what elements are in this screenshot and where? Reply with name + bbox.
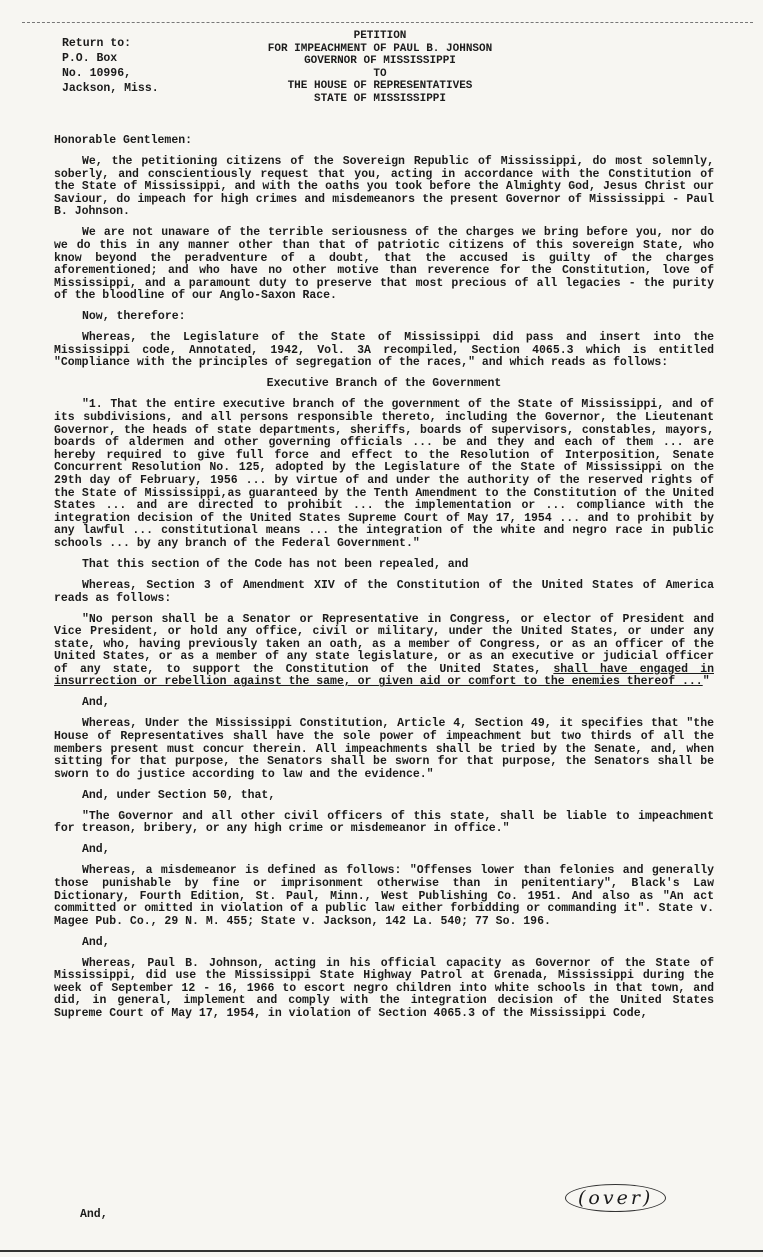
heading-line: TO	[373, 67, 387, 80]
paragraph: And,	[82, 696, 110, 710]
handwritten-note: (over)	[565, 1184, 666, 1212]
quoted-paragraph	[54, 614, 714, 690]
paragraph: We, the petitioning citizens of the Sovereign Republic of Mississippi, do most solemnly, soberly, and conscientiously request that you, acting in accordance with the Constitution of the State of Mississippi, and with the oaths you took before the Almighty God, Jesus Christ our Saviour, do impeach for high crimes and misdemeanors the present Governor of Mississippi - Paul B. Johnson.	[54, 154, 714, 219]
return-line: Jackson, Miss.	[62, 82, 159, 95]
return-line: No. 10996,	[62, 67, 132, 80]
paragraph: Now, therefore:	[82, 310, 186, 324]
underlined-quote: shall have engaged in insurrection or rebellion against the same, or given aid or comfort to the enemies thereof ...	[54, 662, 714, 689]
heading-line: FOR IMPEACHMENT OF PAUL B. JOHNSON	[267, 42, 493, 55]
paragraph: Whereas, a misdemeanor is defined as follows: "Offenses lower than felonies and generally those punishable by fine or imprisonment otherwise than in penitentiary", Black's Law Dictionary, Fourth Edition, St. Paul, Minn., West Publishing Co. 1951. And also as "An act committed or omitted in violation of a public law either forbidding or commanding it". State v. Magee Pub. Co., 29 N. M. 455; State v. Jackson, 142 La. 540; 77 So. 196.	[54, 864, 714, 928]
return-line: P.O. Box	[62, 52, 118, 65]
paragraph: And,	[82, 935, 110, 949]
quote-text: "No person shall be a Senator or Representative in Congress, or elector of President and Vice President, or hold any office, civil or military, under the United States, or under any state, who, having previously taken an oath, as a member of Congress, or as an officer of the United States, or as a member of any state legislature, or as an executive or judicial officer of any state, to support the Constitution of the United States,	[54, 612, 714, 676]
return-address	[62, 36, 159, 96]
paragraph: "1. That the entire executive branch of the government of the State of Mississippi, and of its subdivisions, and all persons responsible thereto, including the Governor, the Lieutenant Governor, the heads of state departments, sheriffs, boards of supervisors, constables, mayors, boards of aldermen and other governing officials ... be and they and each of them ... are hereby required to give full force and effect to the Resolution of Interposition, Senate Concurrent Resolution No. 125, adopted by the Legislature of the State of Mississippi on the 29th day of February, 1956 ... by virtue of and under the authority of the reserved rights of the State of Mississippi,as guaranteed by the Tenth Amendment to the Constitution of the United States ... and are directed to prohibit ... the implementation or ... compliance with the integration decision of the United States Supreme Court of May 17, 1954 ... and to prohibit by any lawful ... constitutional means ... the integration of the white and negro race in public schools ... by any branch of the Federal Government."	[54, 398, 714, 550]
paragraph: Whereas, the Legislature of the State of Mississippi did pass and insert into the Mississippi code, Annotated, 1942, Vol. 3A recompiled, Section 4065.3 which is entitled "Compliance with the principles of segregation of the races," and which reads as follows:	[54, 331, 714, 370]
heading-line: STATE OF MISSISSIPPI	[313, 92, 447, 105]
top-rule	[22, 22, 753, 23]
bottom-rule	[0, 1250, 763, 1252]
return-line: Return to:	[62, 37, 132, 50]
paragraph: Whereas, Under the Mississippi Constitution, Article 4, Section 49, it specifies that "the House of Representatives shall have the sole power of impeachment but two thirds of all the members present must concur therein. All impeachments shall be tried by the Senate, and, when sitting for that purpose, the Senators shall be sworn for that purpose, the Senators shall be sworn to do justice according to law and the evidence."	[54, 717, 714, 781]
salutation: Honorable Gentlemen:	[54, 134, 193, 147]
quote-close: "	[702, 675, 710, 689]
paragraph: "The Governor and all other civil officers of this state, shall be liable to impeachment for treason, bribery, or any high crime or misdemeanor in office."	[54, 809, 714, 836]
section-title: Executive Branch of the Government	[266, 377, 502, 391]
paragraph: And, under Section 50, that,	[82, 788, 276, 802]
paragraph: That this section of the Code has not been repealed, and	[82, 557, 469, 571]
heading-line: THE HOUSE OF REPRESENTATIVES	[287, 80, 473, 92]
petition-heading	[200, 30, 560, 105]
paragraph: Whereas, Paul B. Johnson, acting in his official capacity as Governor of the State of Mississippi, did use the Mississippi State Highway Patrol at Grenada, Mississippi during the week of September 12 - 16, 1966 to escort negro children into white schools in that town, and did, in general, implement and comply with the integration decision of the United States Supreme Court of May 17, 1954, in violation of Section 4065.3 of the Mississippi Code,	[54, 956, 714, 1021]
paragraph: And,	[80, 1208, 108, 1221]
petition-body	[54, 135, 714, 1029]
paragraph: Whereas, Section 3 of Amendment XIV of the Constitution of the United States of America reads as follows:	[54, 578, 714, 605]
paragraph: And,	[82, 843, 110, 857]
paragraph: We are not unaware of the terrible seriousness of the charges we bring before you, nor do we do this in any manner other than that of patriotic citizens of this sovereign State, who know beyond the peradventure of a doubt, that the accused is guilty of the charges aforementioned; and who have no other motive than reverence for the Constitution, love of Mississippi, and a paramount duty to preserve that most precious of all legacies - the purity of the bloodline of our Anglo-Saxon Race.	[54, 226, 714, 303]
heading-line: GOVERNOR OF MISSISSIPPI	[304, 55, 456, 67]
heading-line: PETITION	[353, 30, 407, 42]
